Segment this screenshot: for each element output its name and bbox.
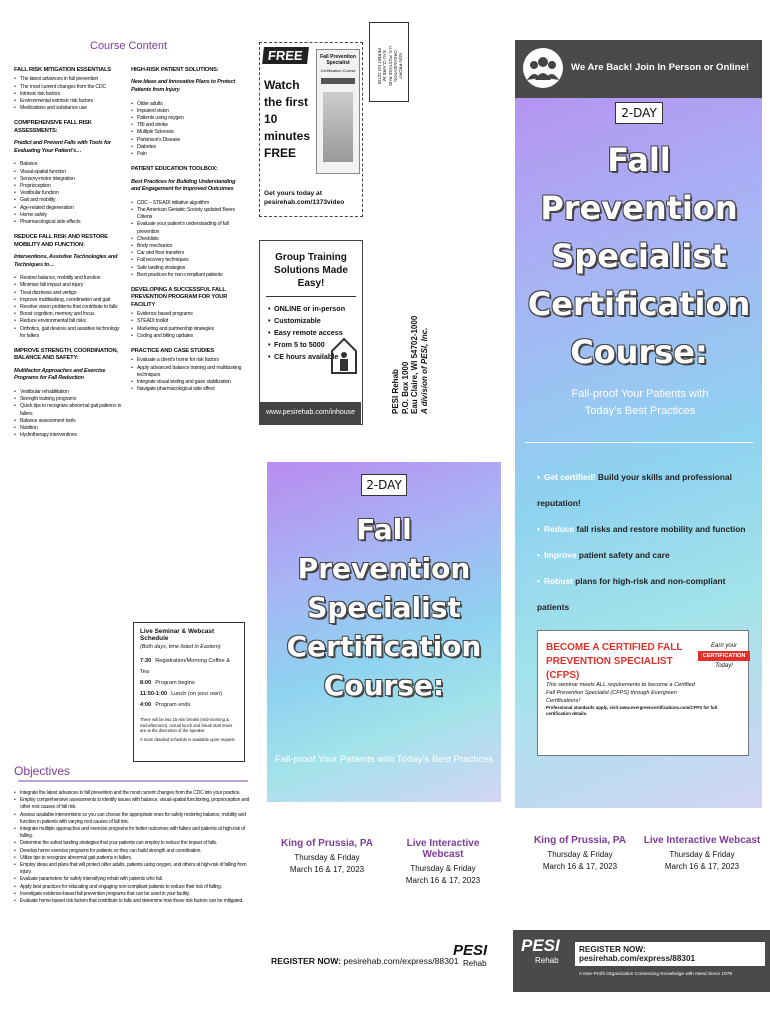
postage-line: NON-PROFIT bbox=[398, 52, 404, 80]
objective-item: • Evaluate parameters for safely intensifying rehab with patients who fall. bbox=[14, 876, 250, 883]
list-item: • Navigate pharmacological side effect bbox=[131, 386, 243, 393]
objective-item: • Integrate multiple approaches and exercise programs for better outcomes with fallers and patients at high-risk of falling. bbox=[14, 826, 250, 840]
banner-text: We Are Back! Join In Person or Online! bbox=[571, 62, 750, 73]
right-course-subtitle: Fall-proof Your Patients with Today’s Best Practices bbox=[571, 388, 709, 417]
bullet-emphasis: Improve bbox=[543, 550, 577, 560]
list-item: • Diabetes bbox=[131, 144, 243, 151]
video-url-link[interactable]: pesirehab.com/1373video bbox=[264, 199, 345, 206]
objective-item: • Develop home exercise programs for patients so they can build strength and coordination. bbox=[14, 848, 250, 855]
list-item: • Medications and substance use bbox=[14, 105, 122, 112]
course-content-title: Course Content bbox=[90, 40, 168, 52]
thumb-bar bbox=[321, 78, 355, 84]
objectives-title: Objectives bbox=[14, 764, 71, 778]
mid-course-title: Fall Prevention Specialist Certification Course: bbox=[286, 513, 482, 702]
people-icon bbox=[523, 48, 563, 88]
objective-item: • Employ ideas and plans that will protect older adults, patients using oxygen, and others at high-risk of falling from injury. bbox=[14, 862, 250, 876]
bullet-text: Build your skills and professional reputation! bbox=[537, 472, 732, 508]
section-list bbox=[131, 200, 243, 279]
two-day-badge: 2-DAY bbox=[361, 474, 407, 496]
objectives-list bbox=[14, 790, 250, 905]
schedule-time: 7:30 bbox=[140, 658, 152, 664]
group-item: • CE hours available bbox=[268, 351, 362, 363]
list-item: • Body mechanics bbox=[131, 243, 243, 250]
bullet-text: fall risks and restore mobility and function bbox=[574, 524, 746, 534]
list-item: • Reduce environmental fall risks bbox=[14, 318, 122, 325]
list-item: • Checklists bbox=[131, 236, 243, 243]
register-url[interactable]: pesirehab.com/express/88301 bbox=[343, 956, 459, 966]
right-bullet bbox=[537, 568, 759, 620]
bullet-emphasis: Robust bbox=[543, 576, 573, 586]
location-days: Thursday & Friday bbox=[669, 850, 735, 859]
right-bullet bbox=[537, 542, 759, 568]
list-item: • Strength training programs bbox=[14, 396, 122, 403]
video-thumbnail[interactable] bbox=[316, 49, 360, 174]
objective-item: • Integrate the latest advances in fall prevention and the most current changes from the CDC into your practice. bbox=[14, 790, 250, 797]
location-city: Live Interactive Webcast bbox=[643, 835, 761, 846]
watch-line-4: FREE bbox=[264, 146, 297, 160]
right-location-2 bbox=[641, 835, 763, 871]
schedule-note-2: A more detailed schedule is available upon request. bbox=[140, 736, 236, 742]
list-item: • Parkinson’s Disease bbox=[131, 137, 243, 144]
watch-line-2: the first bbox=[264, 95, 309, 109]
list-item: • Environmental extrinsic risk factors bbox=[14, 98, 122, 105]
section-heading: FALL RISK MITIGATION ESSENTIALS bbox=[14, 67, 111, 73]
logo-text: PESI bbox=[453, 942, 488, 959]
list-item: • Hydrotherapy interventions bbox=[14, 432, 122, 439]
bullet-text: plans for high-risk and non-compliant patients bbox=[537, 576, 726, 612]
section-subheading: Interventions, Assistive Technologies and Techniques to… bbox=[14, 254, 118, 268]
section-subheading: Multifactor Approaches and Exercise Programs for Fall Reduction bbox=[14, 367, 106, 382]
schedule-time: 4:00 bbox=[140, 702, 152, 708]
schedule-row bbox=[140, 689, 238, 700]
group-item: • Customizable bbox=[268, 315, 362, 327]
list-item: • STEADI toolkit bbox=[131, 318, 243, 325]
list-item: • Multiple Sclerosis bbox=[131, 129, 243, 136]
logo-text: PESI bbox=[521, 936, 560, 955]
postage-indicia bbox=[369, 22, 409, 102]
earn-cert-badge bbox=[698, 643, 750, 669]
location-dates: March 16 & 17, 2023 bbox=[664, 862, 740, 871]
location-dates: March 16 & 17, 2023 bbox=[405, 876, 481, 885]
list-item: • Balance assessment tools bbox=[14, 418, 122, 425]
postage-text bbox=[377, 26, 403, 106]
mid-hero bbox=[267, 462, 501, 802]
section-list bbox=[14, 161, 122, 226]
schedule-desc: Registration/Morning Coffee & Tea bbox=[140, 658, 231, 675]
list-item: • Proprioception bbox=[14, 183, 122, 190]
address-line: A division of PESI, Inc. bbox=[419, 327, 429, 414]
content-section bbox=[131, 287, 243, 340]
schedule-subtitle: (Both days, time listed in Eastern) bbox=[140, 644, 221, 650]
objective-item: • Investigate evidence-based fall prevention programs that can be used in your facility. bbox=[14, 891, 250, 898]
list-item: • Marketing and partnership strategies bbox=[131, 326, 243, 333]
location-days: Thursday & Friday bbox=[547, 850, 613, 859]
list-item: • Integrate visual testing and gaze stabilization bbox=[131, 379, 243, 386]
schedule-row bbox=[140, 656, 238, 678]
logo-sub: Rehab bbox=[463, 959, 487, 968]
section-heading: REDUCE FALL RISK AND RESTORE MOBILITY AND FUNCTION: bbox=[14, 234, 108, 248]
list-item: • Boost cognition, memory and focus bbox=[14, 311, 122, 318]
schedule-time: 8:00 bbox=[140, 680, 152, 686]
content-section bbox=[14, 234, 122, 340]
list-item: • Vestibular rehabilitation bbox=[14, 389, 122, 396]
group-training-box bbox=[259, 240, 363, 425]
right-divider bbox=[525, 442, 753, 443]
right-location-1 bbox=[521, 835, 639, 871]
list-item: • Restore balance, mobility and function bbox=[14, 275, 122, 282]
earn-line-3: Today! bbox=[715, 663, 733, 669]
list-item: • Age-related degeneration bbox=[14, 205, 122, 212]
content-section bbox=[131, 348, 243, 393]
list-item: • The most current changes from the CDC bbox=[14, 84, 122, 91]
list-item: • Pain bbox=[131, 151, 243, 158]
right-banner bbox=[515, 40, 762, 98]
content-section bbox=[131, 166, 243, 279]
schedule-desc: Program begins bbox=[155, 680, 195, 686]
cert-text: This seminar meets ALL requirements to become a Certified Fall Prevention Specialist (CFPS) through Evergreen Certifications! bbox=[546, 682, 695, 704]
objective-item: • Employ comprehensive assessments to identify issues with balance, visual-spatial functioning, proprioception and other root causes of fall risk. bbox=[14, 797, 250, 811]
list-item: • Best practices for non-compliant patients bbox=[131, 272, 243, 279]
section-list bbox=[131, 311, 243, 340]
list-item: • Home safety bbox=[14, 212, 122, 219]
address-line: Eau Claire, WI 54702-1000 bbox=[410, 315, 419, 414]
thumb-subtitle: Certification Course bbox=[320, 68, 356, 73]
section-list bbox=[131, 357, 243, 393]
list-item: • Resolve vision problems that contribute to falls bbox=[14, 304, 122, 311]
logo-sub: Rehab bbox=[535, 956, 559, 965]
section-heading: PRACTICE AND CASE STUDIES bbox=[131, 348, 215, 355]
list-item: • Apply advanced balance training and multitasking techniques bbox=[131, 365, 243, 379]
list-item: • Gait and mobility bbox=[14, 197, 122, 204]
list-item: • Evaluate a client’s home for risk factors bbox=[131, 357, 243, 364]
right-register[interactable]: REGISTER NOW: pesirehab.com/express/88301 bbox=[575, 942, 765, 966]
house-icon bbox=[330, 333, 358, 378]
section-list bbox=[131, 101, 243, 159]
address-line: PESI Rehab bbox=[391, 369, 400, 414]
bullet-text: patient safety and care bbox=[576, 550, 670, 560]
list-item: • Improve multitasking, coordination and gait bbox=[14, 297, 122, 304]
section-heading: DEVELOPING A SUCCESSFUL FALL PREVENTION PROGRAM FOR YOUR FACILITY bbox=[131, 287, 228, 308]
list-item: • Car and floor transfers bbox=[131, 250, 243, 257]
schedule-desc: Lunch (on your own) bbox=[171, 691, 223, 697]
content-section bbox=[131, 67, 243, 158]
list-item: • Evidence based programs bbox=[131, 311, 243, 318]
postage-line: EAU CLAIRE WI bbox=[382, 50, 388, 82]
tagline: A Non-Profit Organization Connecting Knowledge with Need Since 1979 bbox=[579, 972, 733, 977]
middle-panel bbox=[257, 0, 513, 1024]
list-item: • Sensory-motor integration bbox=[14, 176, 122, 183]
list-item: • Evaluate your patient’s understanding of fall prevention bbox=[131, 221, 243, 235]
schedule-row bbox=[140, 700, 238, 711]
schedule-box bbox=[133, 622, 245, 762]
right-panel bbox=[513, 0, 770, 1024]
list-item: • The American Geriatric Society updated Beers Criteria bbox=[131, 207, 243, 221]
watch-free-text bbox=[264, 77, 319, 162]
right-bullet bbox=[537, 464, 759, 516]
objective-item: • Determine the safest landing strategies that your patients can employ to reduce the impact of falls. bbox=[14, 840, 250, 847]
group-item: • ONLINE or in-person bbox=[268, 303, 362, 315]
cert-text-2: Professional standards apply, visit www.evergreencertifications.com/CFPS for full certification details. bbox=[546, 705, 718, 716]
thumb-title: Fall Prevention Specialist bbox=[320, 54, 356, 66]
right-pesi-logo bbox=[521, 936, 560, 965]
list-item: • Nutrition bbox=[14, 425, 122, 432]
section-list bbox=[14, 76, 122, 112]
video-url-text bbox=[264, 189, 344, 207]
mid-course-subtitle: Fall-proof Your Patients with Today’s Best Practices bbox=[274, 754, 494, 765]
bullet-emphasis: Reduce bbox=[543, 524, 575, 534]
list-item: • Impaired vision bbox=[131, 108, 243, 115]
group-divider bbox=[266, 296, 356, 297]
list-item: • Balance bbox=[14, 161, 122, 168]
left-panel bbox=[0, 0, 257, 1024]
section-subheading: Best Practices for Building Understanding and Engagement for Improved Outcomes bbox=[131, 178, 236, 193]
list-item: • Older adults bbox=[131, 101, 243, 108]
location-city: King of Prussia, PA bbox=[533, 835, 627, 846]
section-heading: COMPREHENSIVE FALL RISK ASSESSMENTS: bbox=[14, 120, 92, 134]
location-dates: March 16 & 17, 2023 bbox=[542, 862, 618, 871]
list-item: • Minimize fall impact and injury bbox=[14, 282, 122, 289]
group-item: • From 5 to 5000 bbox=[268, 339, 362, 351]
list-item: • Vestibular function bbox=[14, 190, 122, 197]
location-days: Thursday & Friday bbox=[410, 864, 476, 873]
return-address bbox=[391, 264, 429, 414]
right-bullet bbox=[537, 516, 759, 542]
cert-title: BECOME A CERTIFIED FALL PREVENTION SPECIALIST (CFPS) bbox=[546, 642, 683, 681]
location-days: Thursday & Friday bbox=[294, 853, 360, 862]
section-subheading: New Ideas and Innovative Plans to Protect Patients from Injury bbox=[131, 79, 236, 93]
group-item: • Easy remote access bbox=[268, 327, 362, 339]
postage-line: ORGANIZATION bbox=[392, 50, 398, 82]
content-section bbox=[14, 67, 122, 112]
mid-register[interactable] bbox=[271, 956, 459, 966]
list-item: • Treat dizziness and vertigo bbox=[14, 290, 122, 297]
list-item: • Patients using oxygen bbox=[131, 115, 243, 122]
schedule-title: Live Seminar & Webcast Schedule bbox=[140, 628, 215, 642]
schedule-desc: Program ends bbox=[155, 702, 191, 708]
mid-location-1 bbox=[271, 838, 383, 874]
bullet-dot: • bbox=[537, 550, 540, 560]
section-heading: HIGH-RISK PATIENT SOLUTIONS: bbox=[131, 67, 219, 73]
content-section bbox=[14, 120, 122, 226]
free-badge: FREE bbox=[262, 47, 308, 64]
free-video-box bbox=[259, 42, 363, 217]
bullet-emphasis: Get certified! bbox=[543, 472, 596, 482]
list-item: • Visual-spatial function bbox=[14, 169, 122, 176]
get-yours-label: Get yours today at bbox=[264, 190, 322, 197]
objective-item: • Evaluate home-based risk factors that contribute to falls and determine how these risk factors can be mitigated. bbox=[14, 898, 250, 905]
postage-line: PERMIT NO 32729 bbox=[377, 48, 383, 85]
schedule-time: 11:50-1:00 bbox=[140, 691, 168, 697]
list-item: • Intrinsic risk factors bbox=[14, 91, 122, 98]
objective-item: • Apply best practices for educating and engaging non-compliant patients to reduce their risk of falling. bbox=[14, 884, 250, 891]
location-city: King of Prussia, PA bbox=[280, 838, 374, 849]
list-item: • TBI and stroke bbox=[131, 122, 243, 129]
bullet-dot: • bbox=[537, 524, 540, 534]
content-column-1 bbox=[14, 67, 122, 448]
earn-line-2: CERTIFICATION bbox=[698, 651, 750, 661]
bullet-dot: • bbox=[537, 576, 540, 586]
section-list bbox=[14, 275, 122, 340]
content-section bbox=[14, 348, 122, 439]
list-item: • CDC – STEADI initiative algorithm bbox=[131, 200, 243, 207]
schedule-rows bbox=[140, 656, 238, 711]
list-item: • Safe landing strategies bbox=[131, 265, 243, 272]
group-training-title: Group Training Solutions Made Easy! bbox=[274, 252, 348, 289]
group-url-link[interactable]: www.pesirehab.com/inhouse bbox=[260, 402, 361, 424]
objective-item: • Utilize tips to recognize abnormal gait patterns in fallers. bbox=[14, 855, 250, 862]
content-column-2 bbox=[131, 67, 243, 402]
list-item: • Orthotics, gait devices and assistive technology for fallers bbox=[14, 326, 122, 340]
right-footer bbox=[513, 930, 770, 992]
list-item: • Quick tips to recognize abnormal gait patterns in fallers bbox=[14, 403, 122, 417]
list-item: • Fall recovery techniques bbox=[131, 257, 243, 264]
cert-box bbox=[537, 630, 749, 756]
bullet-dot: • bbox=[537, 472, 540, 482]
location-dates: March 16 & 17, 2023 bbox=[289, 865, 365, 874]
list-item: • Pharmacological side effects bbox=[14, 219, 122, 226]
address-line: P.O. Box 1000 bbox=[400, 361, 410, 414]
section-subheading: Predict and Prevent Falls with Tools for Evaluating Your Patient’s… bbox=[14, 140, 111, 154]
section-heading: IMPROVE STRENGTH, COORDINATION, BALANCE AND SAFETY: bbox=[14, 348, 118, 362]
watch-line-1: Watch bbox=[264, 78, 300, 92]
schedule-note: There will be two 15-min breaks (mid-morning & mid-afternoon). Actual lunch and break start times are at the discretion of the speaker. bbox=[140, 717, 233, 734]
two-day-badge: 2-DAY bbox=[615, 102, 663, 124]
mid-pesi-logo bbox=[453, 942, 493, 968]
objective-item: • Assess available interventions so you can choose the appropriate ones for safely restoring balance, mobility and function in patients with varying root causes of fall risk. bbox=[14, 812, 250, 826]
right-hero bbox=[515, 40, 762, 808]
right-course-title: Fall Prevention Specialist Certification Course: bbox=[527, 141, 751, 371]
section-heading: PATIENT EDUCATION TOOLBOX: bbox=[131, 166, 218, 173]
right-bullet-list bbox=[537, 464, 759, 620]
list-item: • Coding and billing updates bbox=[131, 333, 243, 340]
location-city: Live Interactive Webcast bbox=[406, 838, 480, 860]
schedule-row bbox=[140, 678, 238, 689]
section-list bbox=[14, 389, 122, 439]
list-item: • The latest advances in fall prevention bbox=[14, 76, 122, 83]
thumb-photo bbox=[323, 92, 353, 162]
objectives-divider bbox=[18, 780, 248, 782]
earn-line-1: Earn your bbox=[710, 643, 737, 649]
mid-location-2 bbox=[385, 838, 501, 885]
watch-line-3: 10 minutes bbox=[264, 112, 311, 143]
register-label: REGISTER NOW: bbox=[271, 956, 342, 966]
postage-line: U.S. POSTAGE PAID bbox=[387, 46, 393, 86]
